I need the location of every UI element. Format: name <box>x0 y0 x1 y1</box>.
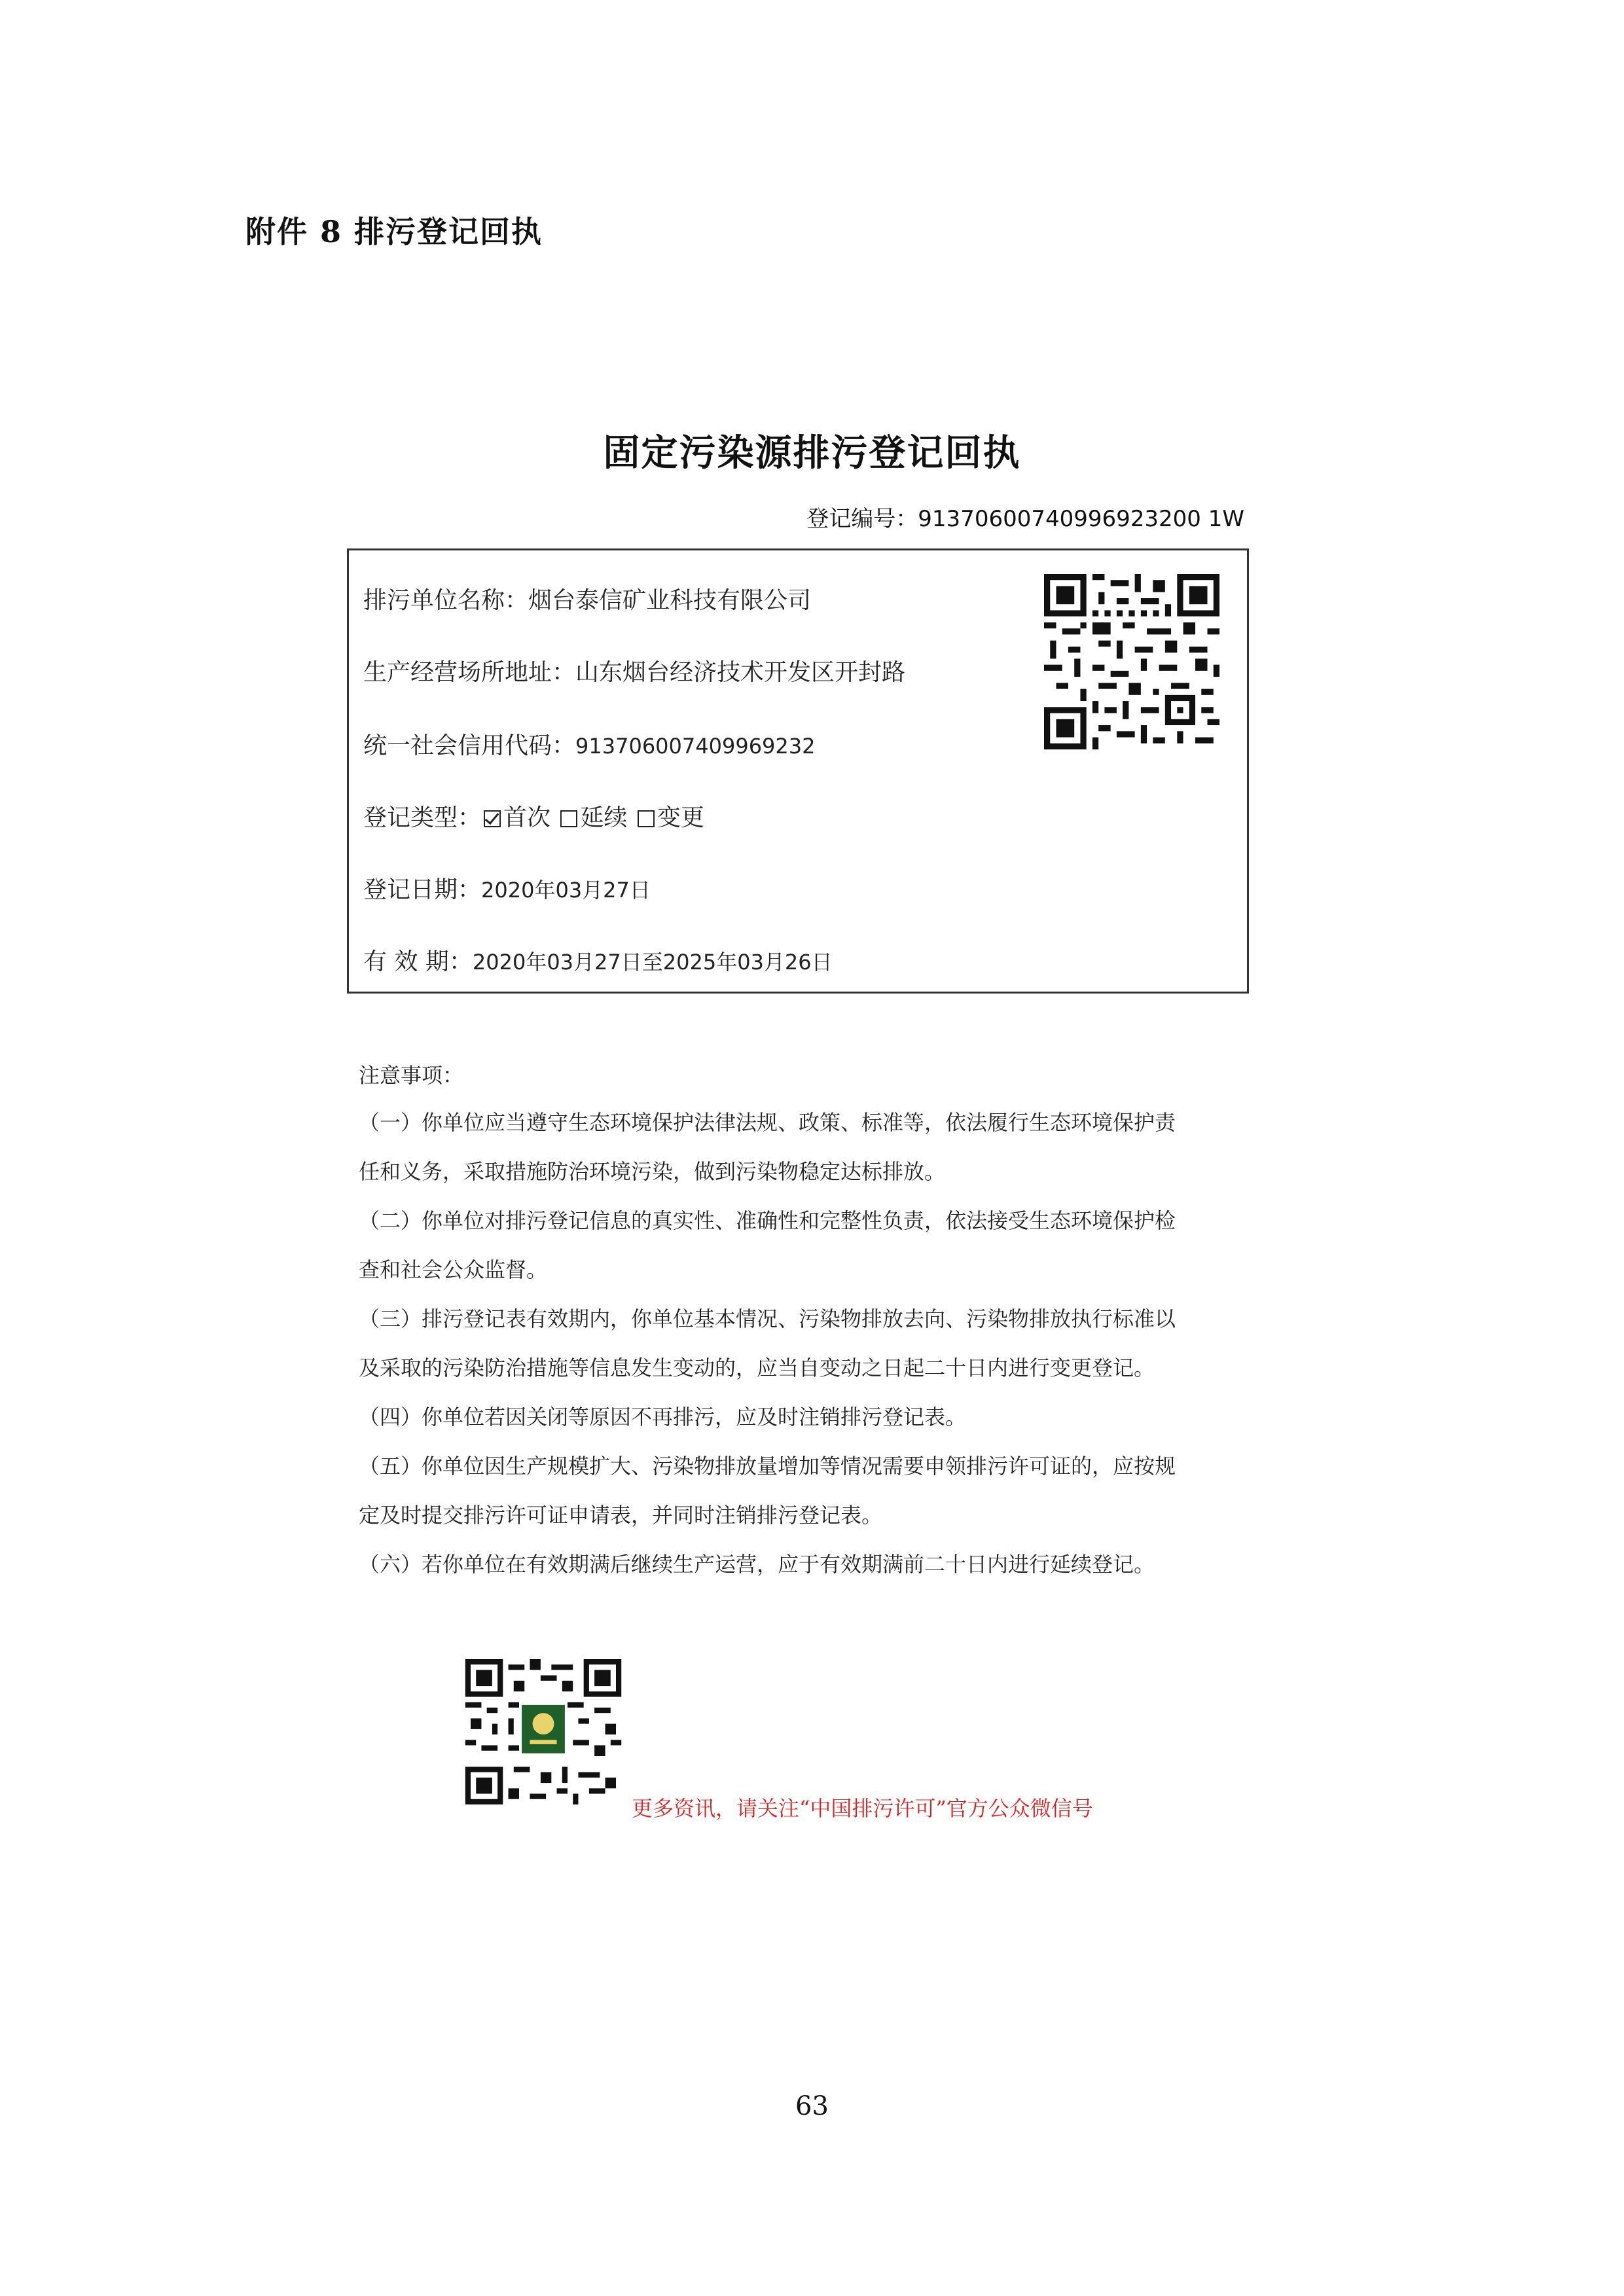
attachment-title: 附件 8 排污登记回执 <box>245 214 543 249</box>
option-first-label: 首次 <box>503 804 551 831</box>
page-number: 63 <box>795 2091 829 2121</box>
note-line: 查和社会公众监督。 <box>359 1257 548 1282</box>
note-line: 定及时提交排污许可证申请表，并同时注销排污登记表。 <box>359 1503 883 1528</box>
document-title: 固定污染源排污登记回执 <box>603 432 1021 475</box>
checkbox-renewal <box>560 810 577 827</box>
note-line: （五）你单位因生产规模扩大、污染物排放量增加等情况需要申领排污许可证的，应按规 <box>359 1454 1176 1479</box>
checkbox-change <box>638 810 655 827</box>
wechat-qr-code-icon <box>465 1659 622 1804</box>
address-row <box>363 654 905 687</box>
address-value: 山东烟台经济技术开发区开封路 <box>575 659 906 686</box>
validity-label: 有 效 期： <box>363 948 473 975</box>
option-renewal-label: 延续 <box>580 804 628 831</box>
address-label: 生产经营场所地址： <box>363 659 576 686</box>
note-line: （四）你单位若因关闭等原因不再排污，应及时注销排污登记表。 <box>359 1405 967 1429</box>
note-line: （一）你单位应当遵守生态环境保护法律法规、政策、标准等，依法履行生态环境保护责 <box>359 1110 1176 1135</box>
notes-heading: 注意事项： <box>359 1063 464 1088</box>
reg-date-value: 2020年03月27日 <box>481 878 651 903</box>
registration-info-box <box>347 548 1249 994</box>
notes-list <box>359 1106 1242 1590</box>
credit-code-label: 统一社会信用代码： <box>363 732 576 759</box>
unit-name-value: 烟台泰信矿业科技有限公司 <box>528 587 812 614</box>
validity-value: 2020年03月27日至2025年03月26日 <box>472 950 833 975</box>
reg-type-row <box>363 799 704 833</box>
note-line: （二）你单位对排污登记信息的真实性、准确性和完整性负责，依法接受生态环境保护检 <box>359 1208 1176 1233</box>
unit-name-row <box>363 582 811 615</box>
registration-number: 登记编号：91370600740996923200 1W <box>806 506 1244 532</box>
unit-name-label: 排污单位名称： <box>363 587 529 614</box>
credit-code-row <box>363 727 815 761</box>
validity-row <box>363 943 833 977</box>
registration-qr-code-icon <box>1044 574 1219 749</box>
option-change-label: 变更 <box>657 804 704 831</box>
note-line: （六）若你单位在有效期满后继续生产运营，应于有效期满前二十日内进行延续登记。 <box>359 1552 1155 1577</box>
wechat-follow-text: 更多资讯，请关注“中国排污许可”官方公众微信号 <box>632 1796 1093 1821</box>
note-line: 任和义务，采取措施防治环境污染，做到污染物稳定达标排放。 <box>359 1159 946 1184</box>
reg-type-label: 登记类型： <box>363 804 482 831</box>
checkbox-first <box>484 810 501 827</box>
note-line: 及采取的污染防治措施等信息发生变动的，应当自变动之日起二十日内进行变更登记。 <box>359 1355 1155 1380</box>
reg-date-row <box>363 871 651 905</box>
credit-code-value: 913706007409969232 <box>575 734 816 759</box>
reg-date-label: 登记日期： <box>363 876 482 903</box>
note-line: （三）排污登记表有效期内，你单位基本情况、污染物排放去向、污染物排放执行标准以 <box>359 1306 1176 1331</box>
